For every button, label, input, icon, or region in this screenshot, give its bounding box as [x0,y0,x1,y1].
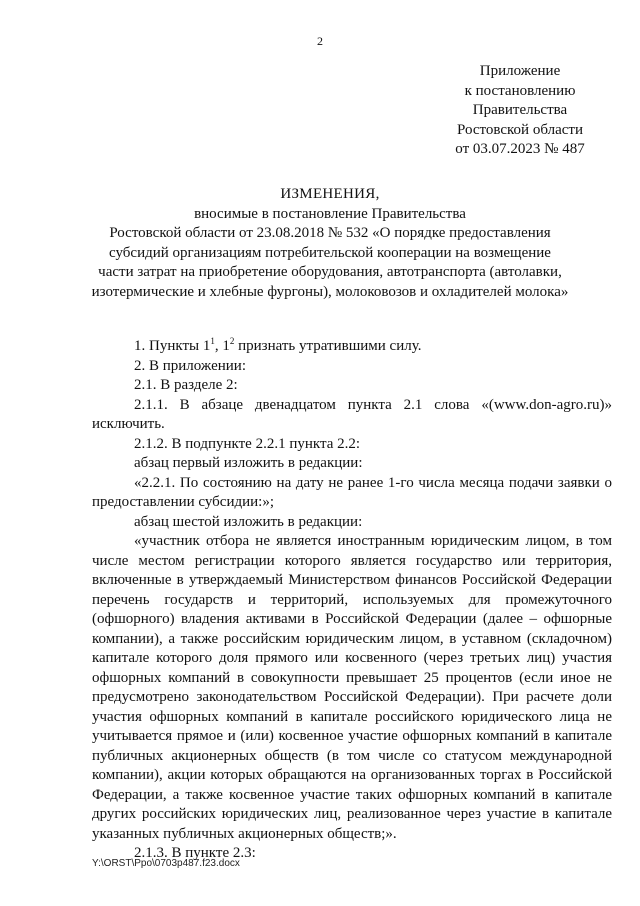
page-number: 2 [317,34,323,48]
paragraph-quote-2-2-1: «2.2.1. По состоянию на дату не ранее 1-го числа месяца подачи заявки о предоставлении субсидии:»; [92,474,612,510]
item-1-text-start: 1. Пункты 1 [134,338,211,354]
item-1-text-end: признать утратившими силу. [234,338,422,354]
document-heading [80,185,580,302]
paragraph-item-2-1-2: 2.1.2. В подпункте 2.2.1 пункта 2.2: [134,435,361,452]
item-1-superscript-2: 2 [229,336,235,346]
paragraph-item-2-1: 2.1. В разделе 2: [134,377,238,393]
heading-line: Ростовской области от 23.08.2018 № 532 «О порядке предоставления [109,225,551,241]
file-path-footer: Y:\ORST\Ppo\0703p487.f23.docx [92,858,240,869]
appendix-line: Правительства [472,102,568,118]
heading-line: части затрат на приобретение оборудования, автотранспорта (автолавки, [98,264,562,280]
paragraph-instruction-1: абзац первый изложить в редакции: [134,455,363,471]
paragraph-item-2-1-1: 2.1.1. В абзаце двенадцатом пункта 2.1 слова «(www.don-agro.ru)» исключить. [92,396,612,432]
paragraph-quote-participant: «участник отбора не является иностранным юридическим лицом, в том числе местом регистрации которого является государство или территория, включенные в утверждаемый Министерством финансов Российской Федерации перечень государств и территорий, используемых для промежуточного (офшорного) владения активами в Российской Федерации (далее – офшорные компании), а также российским юридическим лицом, в уставном (складочном) капитале которого доля прямого или косвенного (через третьих лиц) участия офшорных компаний в совокупности превышает 25 процентов (если иное не предусмотрено законодательством Российской Федерации). При расчете доли участия офшорных компаний в капитале российского юридического лица не учитывается прямое и (или) косвенное участие офшорных компаний в капитале публичных акционерных обществ (в том числе со статусом международной компании), акции которых обращаются на организованных торгах в Российской Федерации, а также косвенное участие таких офшорных компаний в капитале других российских юридических лиц, реализованное через участие в капитале указанных публичных акционерных обществ;». [92,533,612,842]
heading-line: субсидий организациям потребительской кооперации на возмещение [109,244,551,261]
appendix-line: Приложение [479,63,561,79]
item-1-text-mid: , 1 [214,338,230,354]
paragraph-instruction-2: абзац шестой изложить в редакции: [134,513,363,530]
heading-line: вносимые в постановление Правительства [194,205,466,222]
item-1-superscript-1: 1 [210,336,215,346]
appendix-line: Ростовской области [457,121,583,138]
document-body [92,337,612,864]
document-title: ИЗМЕНЕНИЯ, [280,186,380,202]
appendix-block [420,62,620,160]
heading-line: изотермические и хлебные фургоны), молоковозов и охладителей молока» [91,283,569,300]
appendix-line: к постановлению [464,82,576,99]
paragraph-item-2: 2. В приложении: [134,357,246,374]
paragraph-item-2-1-3: 2.1.3. В пункте 2.3: [134,845,256,861]
paragraph-item-1 [92,337,612,357]
appendix-line: от 03.07.2023 № 487 [455,141,585,157]
